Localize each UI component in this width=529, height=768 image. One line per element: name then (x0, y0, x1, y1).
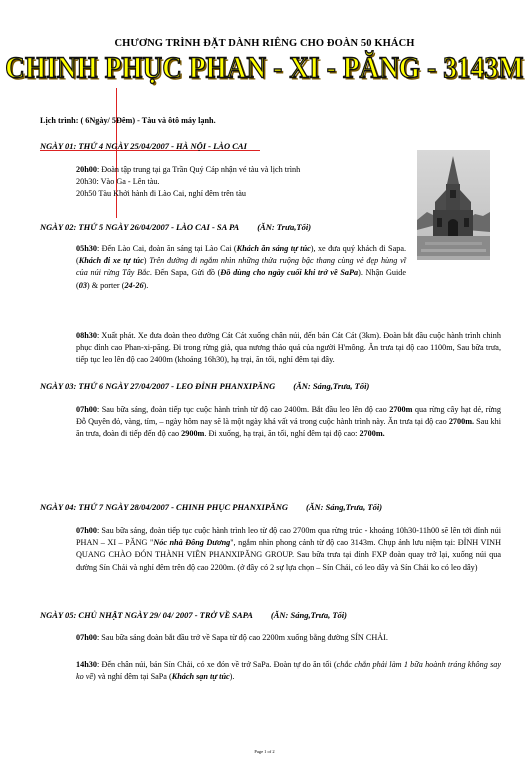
main-title: CHINH PHỤC PHAN - XI - PĂNG - 3143M (5, 49, 524, 85)
day-3-title: NGÀY 03: THỨ 6 NGÀY 27/04/2007 - LEO ĐỈNH PHANXIPĂNG (ĂN: Sáng,Trưa, Tối) (40, 381, 370, 391)
day-1-line-2: 20h30: Vào Ga - Lên tàu. (76, 177, 160, 187)
page-number: Page 1 of 2 (254, 749, 275, 754)
day-1-title: NGÀY 01: THỨ 4 NGÀY 25/04/2007 - HÀ NỘI - LÀO CAI (40, 141, 247, 151)
day-2-paragraph-2: 08h30: Xuất phát. Xe đưa đoàn theo đường Cát Cát xuống chân núi, đến bản Cát Cát (3km). Đoàn bắt đầu cuộc hành trình chinh phục đỉnh cao Phan-xi-păng. Đi trong rừng già, qua nương thảo quả của người H'mông. Ăn trưa tại độ cao 1100m, Sau bữa trưa, tiếp tục leo lên độ cao 2400m (khoảng 16h30), hạ trại, ăn tối, nghỉ đêm tại đây. (76, 331, 501, 365)
day-1-line-1: 20h00: Đoàn tập trung tại ga Trần Quý Cáp nhận vé tàu và lịch trình (76, 165, 301, 174)
schedule-summary: Lịch trình: ( 6Ngày/ 5Đêm) - Tàu và ôtô máy lạnh. (40, 116, 216, 125)
day-3-paragraph-1: 07h00: Sau bữa sáng, đoàn tiếp tục cuộc hành trình từ độ cao 2400m. Bắt đầu leo lên độ cao 2700m qua rừng cây hạt dẻ, rừng Đỗ Quyên đỏ, vàng, tím, – ngày hôm nay sẽ là một ngày khá vất vả trong cuộc hành trình này. Ăn trưa tại độ cao 2700m. Sau khi ăn trưa, đoàn đi tiếp đến độ cao 2900m. Đi xuống, hạ trại, ăn tối, nghỉ đêm tại độ cao: 2700m. (76, 405, 501, 439)
day-4-title: NGÀY 04: THỨ 7 NGÀY 28/04/2007 - CHINH PHỤC PHANXIPĂNG (ĂN: Sáng,Trưa, Tối) (40, 502, 383, 512)
day-2-title: NGÀY 02: THỨ 5 NGÀY 26/04/2007 - LÀO CAI - SA PA (ĂN: Trưa,Tối) (40, 222, 312, 232)
day-5-paragraph-1: 07h00: Sau bữa sáng đoàn bắt đầu trở về Sapa từ độ cao 2200m xuống bằng đường SÍN CHẢI. (76, 633, 388, 642)
day-5-paragraph-2: 14h30: Đến chân núi, bản Sín Chải, có xe đón về trở SaPa. Đoàn tự do ăn tối (chắc chắn phải làm 1 bữa hoành tráng không say ko về) và nghỉ đêm tại SaPa (Khách sạn tự túc). (76, 660, 501, 682)
day-2-paragraph-1-left: 05h30: Đến Lào Cai, đoàn ăn sáng tại Lào Cai (Khách ăn sáng tự túc), xe đưa quý khách đi Sapa. (Khách đi xe tự túc) Trên đường đi ngắm nhìn những thửa ruộng bậc thang cùng vẻ đẹp hùng vĩ của núi rừng Tây Bắc. Đến Sapa, Gửi đồ (Đồ dùng cho ngày cuối khi trở về SaPa). Nhận Guide (03) & porter (24-26). (76, 244, 407, 290)
program-heading: CHƯƠNG TRÌNH ĐẶT DÀNH RIÊNG CHO ĐOÀN 50 KHÁCH (114, 38, 415, 49)
day-1-body (76, 164, 406, 201)
day-1-line-3: 20h50 Tàu Khởi hành đi Lào Cai, nghỉ đêm trên tàu (76, 189, 246, 199)
day-4-paragraph-1: 07h00: Sau bữa sáng, đoàn tiếp tục cuộc hành trình leo từ độ cao 2700m qua rừng trúc - khoảng 10h30-11h00 sẽ lên tới đỉnh núi PHAN – XI – PĂNG "Nóc nhà Đông Dương", ngắm nhìn phong cảnh từ độ cao 3143m. Chụp ảnh lưu niệm tại: ĐỈNH VINH QUANG CHÀO ĐÓN THÀNH VIÊN PHANXIPĂNG GROUP. Sau bữa trưa tại đỉnh FXP đoàn quay trở lại, xuống núi qua đường Sín Chải và nghỉ đêm trên độ cao 2200m. (ở đây có 2 sự lựa chọn – Sín Chải, có leo dây và Sín Chải ko có leo dây) (76, 526, 501, 572)
day-5-title: NGÀY 05: CHỦ NHẬT NGÀY 29/ 04/ 2007 - TRỞ VỀ SAPA (ĂN: Sáng,Trưa, Tối) (40, 610, 347, 620)
church-photo (417, 150, 490, 260)
